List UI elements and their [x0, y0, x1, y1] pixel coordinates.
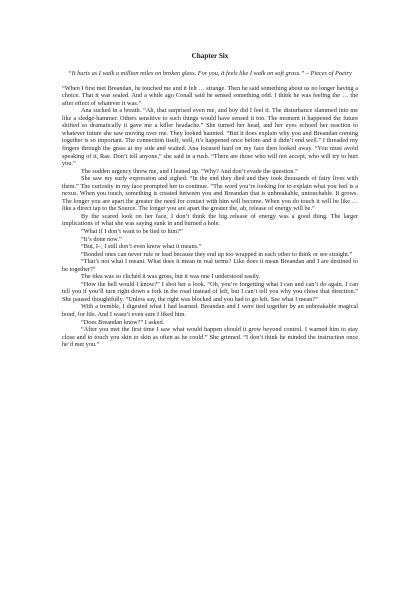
paragraph: “It’s done now.”	[81, 235, 122, 243]
paragraph: “What if I don’t want to be tied to him?”	[81, 227, 183, 235]
chapter-title: Chapter Six	[191, 52, 229, 60]
paragraph: “When I first met Breandan, he touched me and it felt … strange. Then he said something about us no longer having a choice. That it was sealed. And a while ago Conall said he sensed something odd. I think he was feeling the … the after effect of whatever it was.”	[62, 84, 358, 107]
paragraph: With a tremble, I digested what I had learned. Breandan and I were tied together by an unbreakable magical bond, for life. And I wasn’t even sure I liked him.	[62, 303, 358, 318]
epigraph: “It hurts as I walk a million miles on broken glass. For you, it feels like I walk on soft grass.” – Pieces of Poetry	[68, 70, 352, 77]
paragraph: “But, I–, I still don’t even know what it means.”	[81, 243, 202, 251]
paragraph: Ana sucked in a breath. “Ah, that surprised even me, and boy did I feel it. The disturbance slammed into me like a sledge-hammer. Others sensitive to such things would have sensed it too. The moment it happened the future shifted so dramatically it gave me a killer headache.” She turned her head, and her eyes echoed her reaction to whatever future she saw moving over me. They looked haunted. “But it does explain why you and Breandan coming together is so important. The connection itself, well, it’s happened once before and it didn’t end well.” I threaded my fingers through the grass at my side and waited. Ana focused hard on my face then looked away. “You must avoid speaking of it, Rae. Don’t tell anyone,” she said in a rush. “There are those who will not accept, who will try to hurt you.”	[62, 107, 358, 168]
paragraph: By the scared look on her face, I don’t think the big release of energy was a good thing. The larger implications of what she was saying sunk in and burned a hole.	[62, 212, 358, 228]
paragraph: “After you met the first time I saw what would happen should it grow beyond control. I warned him to stay close and to touch you skin to skin as often as he could.” She grinned. “I don’t think he minded the instruction once he’d met you.”	[62, 326, 358, 349]
book-page	[62, 52, 358, 582]
paragraph: “That’s not what I meant. What does it mean in real terms? Like does it mean Breandan and I are destined to be together?”	[62, 258, 358, 273]
paragraph: The idea was so clichéd it was gross, but it was one I understood easily.	[81, 273, 261, 281]
paragraph: The sudden urgency threw me, and I leaned up. “Why? And don’t evade the question.”	[81, 167, 298, 175]
paragraph: “How the hell would I know?” I shot her a look. “Oh, you’re forgetting what I can and can’t do again. I can tell you if you’ll turn right down a fork in the road instead of left, but I can’t tell you why you chose that direction.” She paused thoughtfully. “Unless say, the right was blocked and you had to go left. See what I mean?”	[62, 280, 358, 303]
paragraph: She saw my surly expression and sighed. “In the end they died and they took thousands of fairy lives with them.” The curiosity in my face prompted her to continue. “The word you’re looking for to explain what you feel is a nexus. When you touch, something is created between you and Breandan that is unbreakable, untouchable. It grows. The longer you are apart the greater the need for contact with him will become. When you do touch it will be like … like a direct tap to the Source. The longer you are apart the greater the, ah, release of energy will be.”	[62, 175, 358, 213]
paragraph: “Bonded ones can never rule or lead because they end up too wrapped in each other to think or see straight.”	[81, 250, 353, 258]
paragraph: “Does Breandan know?” I asked.	[81, 318, 165, 326]
chapter-body	[62, 85, 358, 349]
